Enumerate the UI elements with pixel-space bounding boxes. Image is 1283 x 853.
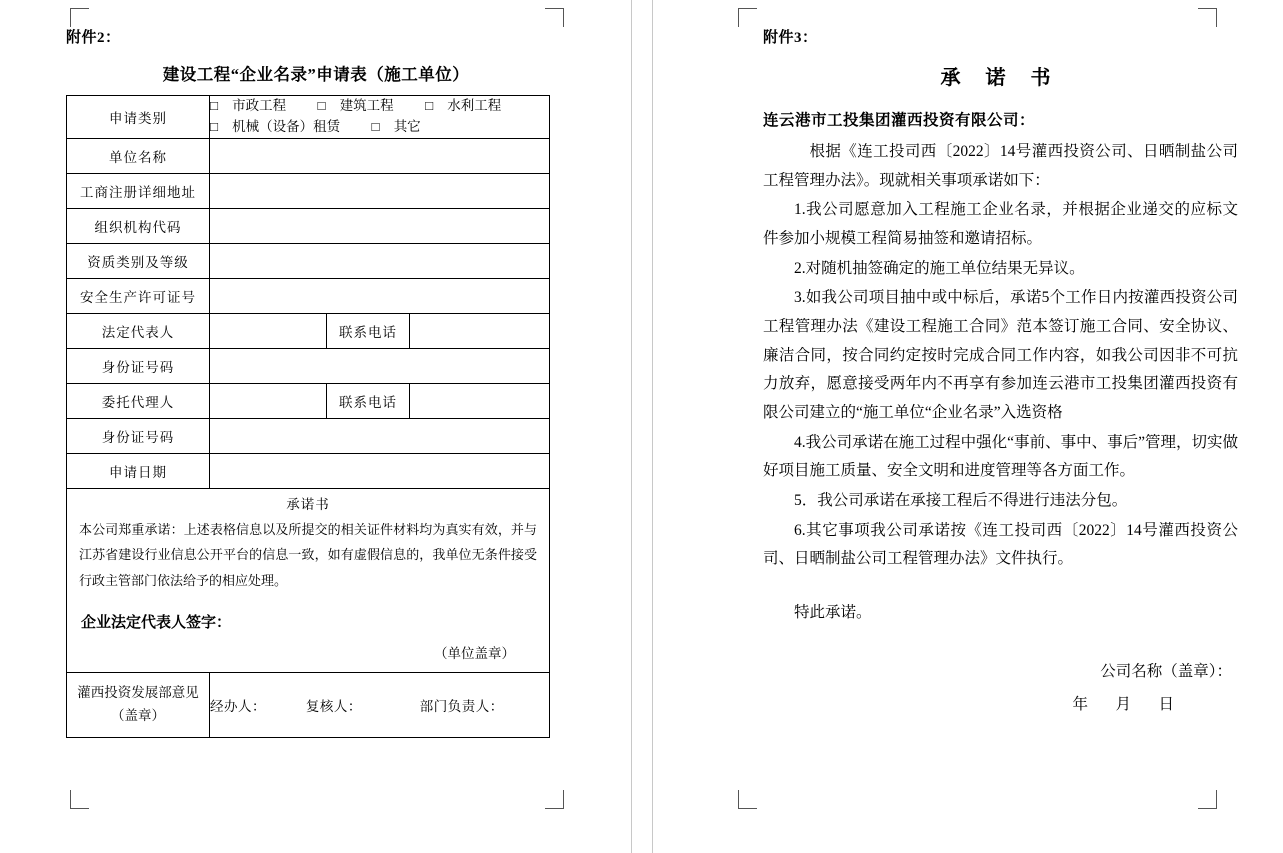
table-row xyxy=(67,313,550,348)
left-page-content xyxy=(66,26,566,738)
paragraph-item-3: 3.如我公司项目抽中或中标后，承诺5个工作日内按灌西投资公司工程管理办法《建设工程施工合同》范本签订施工合同、安全协议、廉洁合同，按合同约定按时完成合同工作内容，如我公司因非不可抗力放弃，愿意接受两年内不再享有参加连云港市工投集团灌西投资有限公司建立的“施工单位“企业名录”入选资格 xyxy=(763,289,1238,422)
opinion-field-handler[interactable]: 经办人： xyxy=(210,698,266,714)
row-value-unit-name[interactable] xyxy=(210,138,550,173)
table-row xyxy=(67,243,550,278)
row-label-unit-name: 单位名称 xyxy=(67,138,210,173)
page-left xyxy=(0,0,631,853)
unit-seal-label: （单位盖章） xyxy=(434,645,516,661)
row-label-registered-address: 工商注册详细地址 xyxy=(67,173,210,208)
addressee-line: 连云港市工投集团灌西投资有限公司： xyxy=(763,112,1036,129)
category-options-line-1 xyxy=(210,96,549,117)
row-value-org-code[interactable] xyxy=(210,208,550,243)
page-right xyxy=(653,0,1282,853)
table-row xyxy=(67,96,550,139)
promise-section-cell xyxy=(67,488,550,672)
table-row xyxy=(67,173,550,208)
crop-mark-top-left xyxy=(70,8,89,27)
row-value-registered-address[interactable] xyxy=(210,173,550,208)
opinion-fields-cell xyxy=(210,672,550,737)
row-label-apply-date: 申请日期 xyxy=(67,453,210,488)
promise-heading: 承诺书 xyxy=(286,496,330,512)
checkbox-option[interactable]: □ 水利工程 xyxy=(425,98,502,113)
row-value-legal-rep[interactable] xyxy=(210,313,327,348)
table-row xyxy=(67,208,550,243)
closing-line: 特此承诺。 xyxy=(794,604,872,622)
legal-rep-signature-label: 企业法定代表人签字： xyxy=(81,614,232,631)
crop-mark-bottom-right xyxy=(545,790,564,809)
paragraph-item-6: 6.其它事项我公司承诺按《连工投司西〔2022〕14号灌西投资公司、日晒制盐公司工程管理办法》文件执行。 xyxy=(763,521,1238,568)
checkbox-option[interactable]: □ 机械（设备）租赁 xyxy=(210,118,341,134)
paragraph-item-4: 4.我公司承诺在施工过程中强化“事前、事中、事后”管理，切实做好项目施工质量、安全文明和进度管理等各方面工作。 xyxy=(763,433,1238,480)
row-value-agent-id[interactable] xyxy=(210,418,550,453)
table-row xyxy=(67,278,550,313)
paragraph-basis: 根据《连工投司西〔2022〕14号灌西投资公司、日晒制盐公司工程管理办法》。现就相关事项承诺如下： xyxy=(763,143,1238,189)
page-gap xyxy=(631,0,653,853)
crop-mark-top-right xyxy=(545,8,564,27)
table-row xyxy=(67,453,550,488)
checkbox-icon[interactable]: □ xyxy=(317,98,326,113)
opinion-field-head[interactable]: 部门负责人： xyxy=(419,698,504,714)
crop-mark-top-left xyxy=(738,8,757,27)
row-value-legal-rep-phone[interactable] xyxy=(410,313,550,348)
row-value-qualification[interactable] xyxy=(210,243,550,278)
right-page-content xyxy=(763,26,1238,721)
row-label-agent-phone: 联系电话 xyxy=(327,383,410,418)
row-label-agent-id: 身份证号码 xyxy=(67,418,210,453)
crop-mark-bottom-left xyxy=(738,790,757,809)
checkbox-icon[interactable]: □ xyxy=(210,98,219,113)
row-label-legal-rep-id: 身份证号码 xyxy=(67,348,210,383)
attachment-label-3: 附件3： xyxy=(763,30,818,46)
attachment-label-2: 附件2： xyxy=(66,30,121,46)
table-row xyxy=(67,418,550,453)
row-value-agent-phone[interactable] xyxy=(410,383,550,418)
category-options-cell xyxy=(210,96,550,139)
category-label: 申请类别 xyxy=(67,96,210,139)
row-value-legal-rep-id[interactable] xyxy=(210,348,550,383)
paragraph-item-5: 5．我公司承诺在承接工程后不得进行违法分包。 xyxy=(794,492,1128,510)
row-value-agent[interactable] xyxy=(210,383,327,418)
row-label-legal-rep-phone: 联系电话 xyxy=(327,313,410,348)
row-value-apply-date[interactable] xyxy=(210,453,550,488)
table-row xyxy=(67,488,550,672)
crop-mark-bottom-left xyxy=(70,790,89,809)
checkbox-icon[interactable]: □ xyxy=(425,98,434,113)
company-seal-label: 公司名称（盖章）： xyxy=(1100,663,1232,681)
table-row xyxy=(67,348,550,383)
row-label-agent: 委托代理人 xyxy=(67,383,210,418)
table-row xyxy=(67,672,550,737)
crop-mark-bottom-right xyxy=(1198,790,1217,809)
row-label-qualification: 资质类别及等级 xyxy=(67,243,210,278)
signature-date: 年 月 日 xyxy=(1072,695,1180,713)
checkbox-option[interactable]: □ 建筑工程 xyxy=(317,98,394,113)
crop-mark-top-right xyxy=(1198,8,1217,27)
table-row xyxy=(67,138,550,173)
table-row xyxy=(67,383,550,418)
commitment-title: 承 诺 书 xyxy=(940,67,1061,89)
form-title: 建设工程“企业名录”申请表（施工单位） xyxy=(162,65,470,84)
checkbox-option[interactable]: □ 其它 xyxy=(371,118,421,134)
row-value-safety-license[interactable] xyxy=(210,278,550,313)
signature-block xyxy=(763,656,1238,721)
category-options-line-2 xyxy=(210,117,549,138)
paragraph-item-2: 2.对随机抽签确定的施工单位结果无异议。 xyxy=(794,259,1085,277)
checkbox-option[interactable]: □ 市政工程 xyxy=(210,98,287,113)
application-form-table xyxy=(66,95,550,738)
row-label-safety-license: 安全生产许可证号 xyxy=(67,278,210,313)
checkbox-icon[interactable]: □ xyxy=(210,118,219,134)
row-label-org-code: 组织机构代码 xyxy=(67,208,210,243)
checkbox-icon[interactable]: □ xyxy=(371,118,380,134)
opinion-field-reviewer[interactable]: 复核人： xyxy=(305,698,362,714)
opinion-department-label: 灌西投资发展部意见（盖章） xyxy=(67,672,210,737)
promise-text: 本公司郑重承诺：上述表格信息以及所提交的相关证件材料均为真实有效，并与江苏省建设行业信息公开平台的信息一致，如有虚假信息的，我单位无条件接受行政主管部门依法给予的相应处理。 xyxy=(79,521,538,588)
row-label-legal-rep: 法定代表人 xyxy=(67,313,210,348)
paragraph-item-1: 1.我公司愿意加入工程施工企业名录，并根据企业递交的应标文件参加小规模工程简易抽签和邀请招标。 xyxy=(763,201,1238,248)
